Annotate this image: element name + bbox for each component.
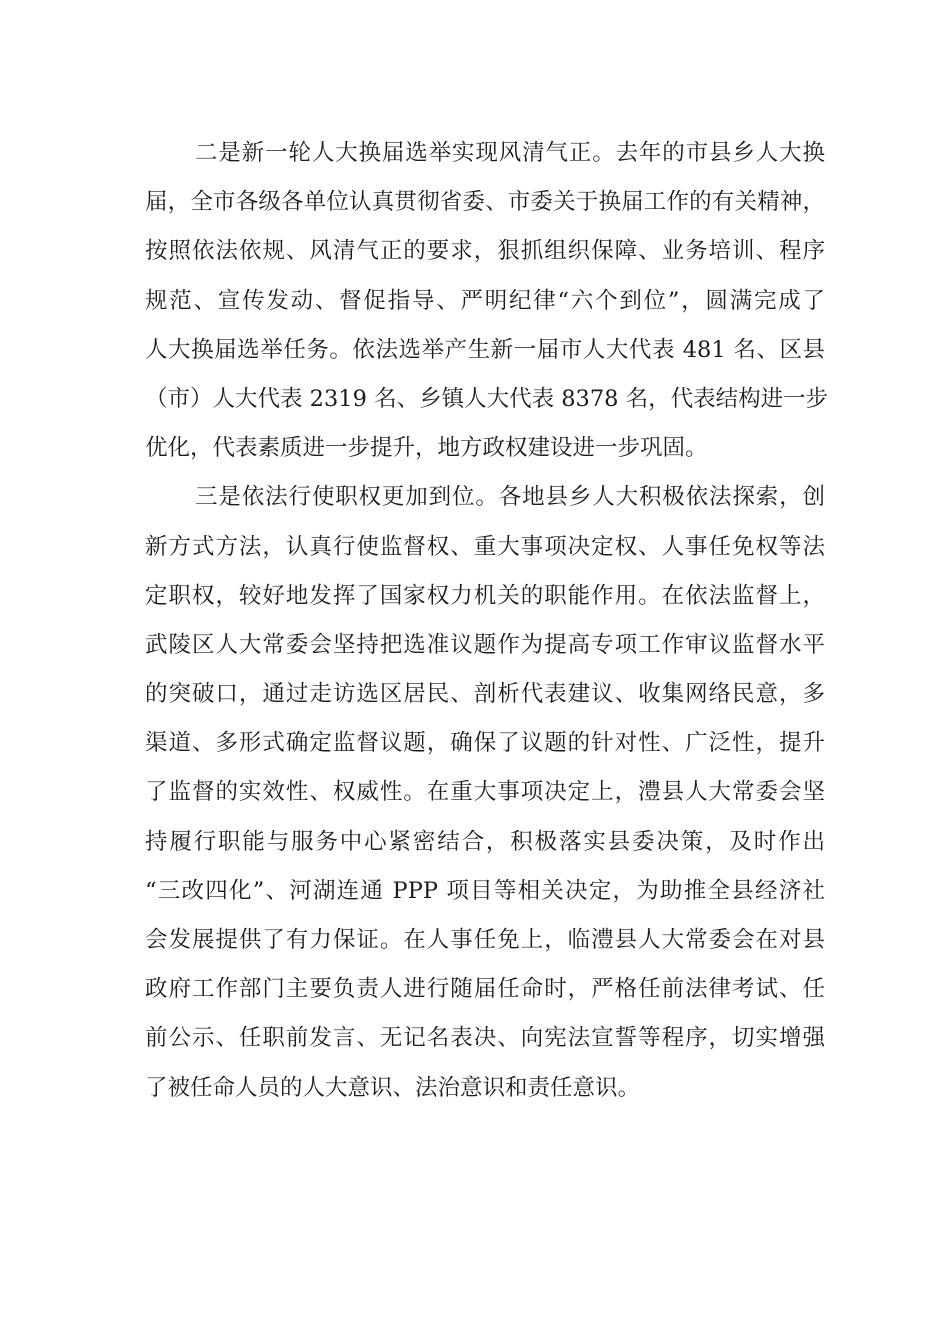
paragraph-2-line-11: 政府工作部门主要负责人进行随届任命时，严格任前法律考试、任 xyxy=(145,976,825,1003)
paragraph-2-line-3: 定职权，较好地发挥了国家权力机关的职能作用。在依法监督上， xyxy=(145,582,825,609)
paragraph-1-line-4: 规范、宣传发动、督促指导、严明纪律“六个到位”，圆满完成了 xyxy=(145,287,825,314)
paragraph-2-line-4: 武陵区人大常委会坚持把选准议题作为提高专项工作审议监督水平 xyxy=(145,631,825,658)
paragraph-2-line-12: 前公示、任职前发言、无记名表决、向宪法宣誓等程序，切实增强 xyxy=(145,1025,825,1052)
paragraph-2-line-2: 新方式方法，认真行使监督权、重大事项决定权、人事任免权等法 xyxy=(145,533,825,560)
paragraph-2-line-10: 会发展提供了有力保证。在人事任免上，临澧县人大常委会在对县 xyxy=(145,927,825,953)
paragraph-1-line-5: 人大换届选举任务。依法选举产生新一届市人大代表 481 名、区县 xyxy=(145,336,825,363)
paragraph-2-line-13: 了被任命人员的人大意识、法治意识和责任意识。 xyxy=(145,1074,641,1101)
paragraph-2-line-8: 持履行职能与服务中心紧密结合，积极落实县委决策，及时作出 xyxy=(145,828,825,855)
paragraph-2-line-6: 渠道、多形式确定监督议题，确保了议题的针对性、广泛性，提升 xyxy=(145,730,825,757)
paragraph-2-line-9: “三改四化”、河湖连通 PPP 项目等相关决定，为助推全县经济社 xyxy=(145,877,825,904)
paragraph-1-line-1: 二是新一轮人大换届选举实现风清气正。去年的市县乡人大换 xyxy=(195,140,825,166)
paragraph-1-line-7: 优化，代表素质进一步提升，地方政权建设进一步巩固。 xyxy=(145,435,708,462)
paragraph-2-line-1: 三是依法行使职权更加到位。各地县乡人大积极依法探索，创 xyxy=(195,484,825,511)
paragraph-1-line-6: （市）人大代表 2319 名、乡镇人大代表 8378 名，代表结构进一步 xyxy=(145,385,829,412)
paragraph-1-line-3: 按照依法依规、风清气正的要求，狠抓组织保障、业务培训、程序 xyxy=(145,238,825,265)
paragraph-2-line-5: 的突破口，通过走访选区居民、剖析代表建议、收集网络民意，多 xyxy=(145,681,825,708)
body-text xyxy=(145,133,829,1117)
paragraph-2-line-7: 了监督的实效性、权威性。在重大事项决定上，澧县人大常委会坚 xyxy=(145,779,825,806)
paragraph-1-line-2: 届，全市各级各单位认真贯彻省委、市委关于换届工作的有关精神， xyxy=(145,189,825,216)
